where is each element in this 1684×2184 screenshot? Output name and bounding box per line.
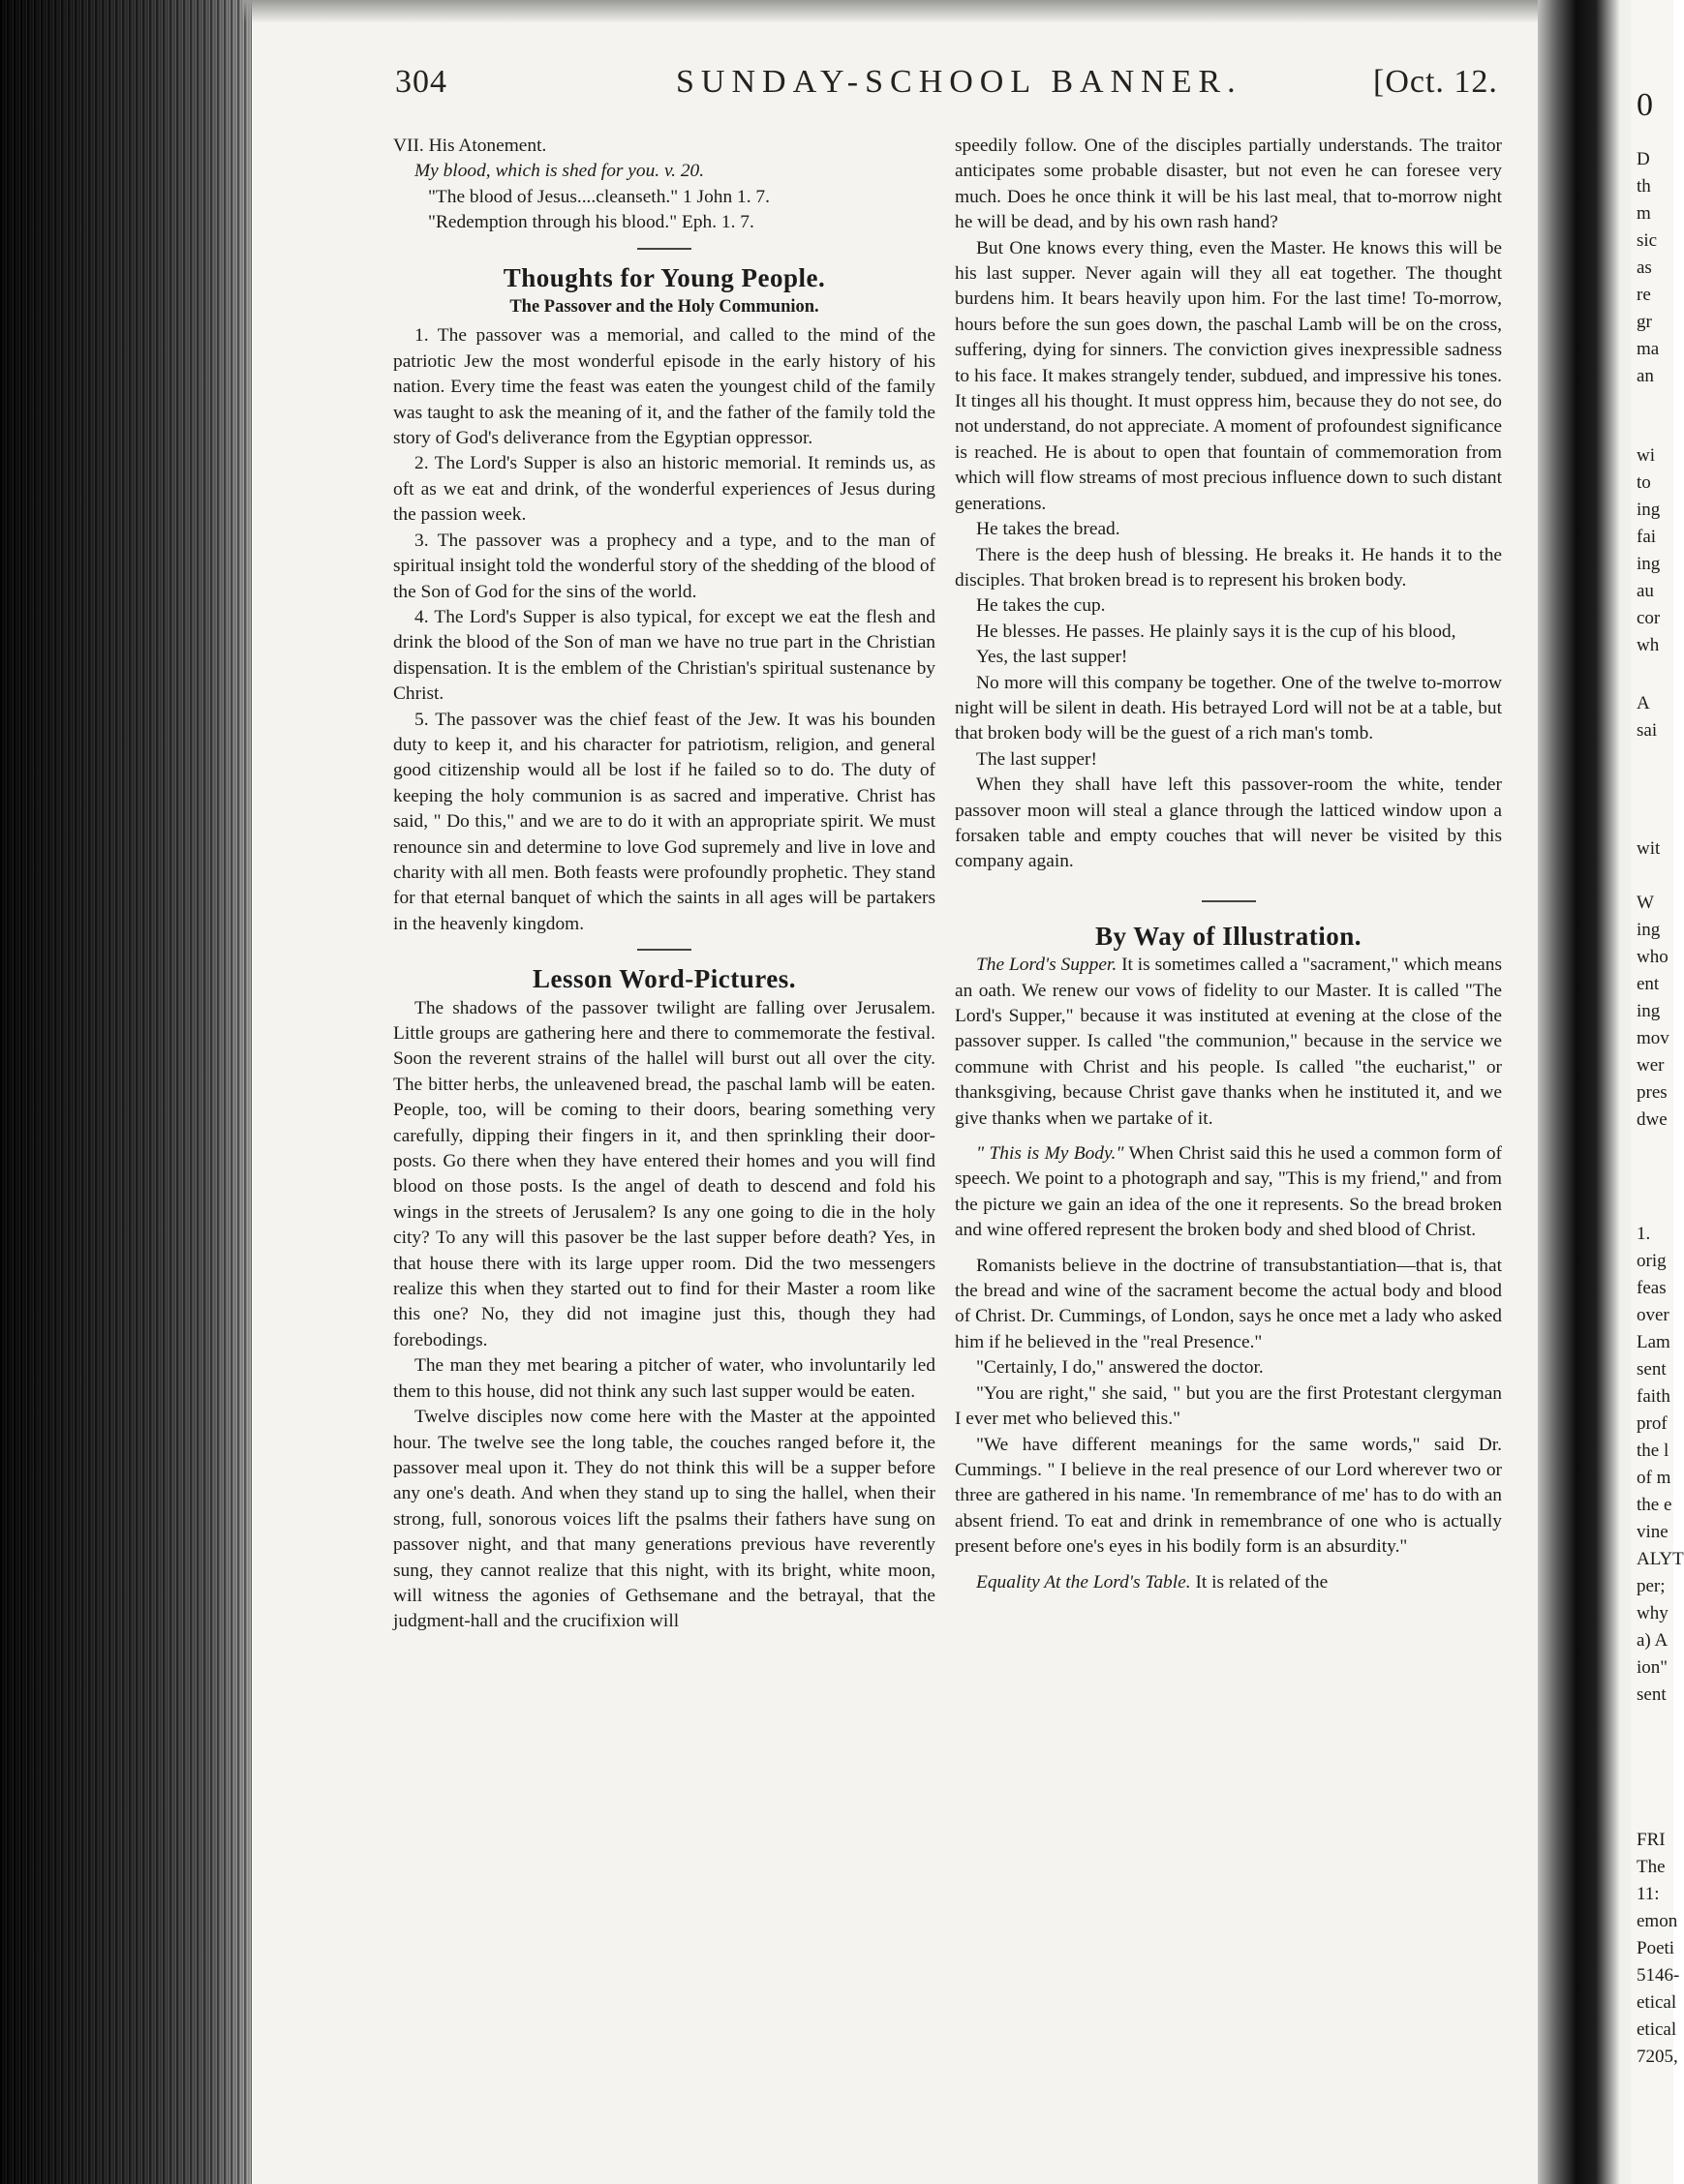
facing-page-fragment: 5146- [1637, 1965, 1680, 1986]
facing-page-fragment: 7205, [1637, 2047, 1678, 2067]
running-header [395, 64, 1644, 122]
facing-page-fragment: Lam [1637, 1332, 1670, 1352]
scripture-verse: My blood, which is shed for you. v. 20. [414, 161, 705, 182]
body-paragraph: He blesses. He passes. He plainly says it is the cup of his blood, [976, 621, 1456, 642]
facing-page-fragment: wit [1637, 838, 1661, 859]
section-divider [637, 949, 691, 951]
facing-page-fragment: ion" [1637, 1657, 1669, 1678]
facing-page-fragment: faith [1637, 1386, 1670, 1407]
article-title: Thoughts for Young People. [503, 262, 826, 292]
facing-page-fragment: wi [1637, 445, 1655, 466]
body-paragraph: No more will this company be together. One of the twelve to-morrow night will be silent in death. His betrayed Lord will not be at a table, but that broken body will be the guest of a rich man's tomb. [955, 672, 1502, 744]
facing-page-fragment: fai [1637, 527, 1657, 547]
section-heading: VII. His Atonement. [393, 136, 547, 156]
body-paragraph: He takes the bread. [976, 519, 1120, 540]
facing-page-fragment: W [1637, 893, 1654, 913]
facing-page-fragment: wer [1637, 1055, 1665, 1076]
facing-page-fragment: The [1637, 1857, 1666, 1877]
illustration-paragraph: Romanists believe in the doctrine of transubstantiation—that is, that the bread and wine of the sacrament become the actual body and blood of Christ. Dr. Cummings, of London, says he once met a lady who asked him if he believed in the "real Presence." [955, 1255, 1502, 1352]
facing-page-fragment: m [1637, 203, 1651, 224]
facing-page-fragment: ing [1637, 920, 1661, 940]
facing-page-fragment: to [1637, 472, 1651, 493]
facing-page-fragment: sic [1637, 230, 1658, 251]
body-paragraph: Yes, the last supper! [976, 647, 1128, 668]
facing-page-fragment: feas [1637, 1278, 1667, 1298]
body-paragraph: There is the deep hush of blessing. He breaks it. He hands it to the disciples. That broken bread is to represent his broken body. [955, 544, 1502, 591]
facing-page-fragment: an [1637, 366, 1654, 386]
journal-title: SUNDAY-SCHOOL BANNER. [676, 64, 1242, 100]
facing-page-fragment: the e [1637, 1495, 1672, 1515]
facing-page-fragment: re [1637, 285, 1651, 305]
numbered-paragraph: 2. The Lord's Supper is also an historic memorial. It reminds us, as oft as we eat and drink, of the wonderful experiences of Jesus during the passion week. [393, 453, 935, 526]
numbered-paragraph: 3. The passover was a prophecy and a type, and to the man of spiritual insight told the wonderful story of the shedding of the blood of the Son of God for the sins of the world. [393, 530, 935, 602]
illustration-paragraph: " This is My Body." When Christ said this he used a common form of speech. We point to a photograph and say, "This is my friend," and from the picture we gain an idea of the one it represents. So the bread broken and wine offered represent the broken body and shed blood of Christ. [955, 1143, 1502, 1241]
scripture-reference: "Redemption through his blood." Eph. 1. 7. [428, 212, 754, 233]
article-title: By Way of Illustration. [1094, 921, 1363, 951]
facing-page-fragment: ALYT [1637, 1549, 1684, 1569]
facing-page-fragment: gr [1637, 312, 1652, 332]
body-paragraph: The man they met bearing a pitcher of water, who involuntarily led them to this house, did not think any such last supper would be eaten. [393, 1355, 935, 1402]
facing-page-fragment: of m [1637, 1468, 1671, 1488]
facing-page-fragment: dwe [1637, 1109, 1668, 1130]
numbered-paragraph: 4. The Lord's Supper is also typical, for except we eat the flesh and drink the blood of the Son of man we have no true part in the Christian dispensation. It is the emblem of the Christian's spiritual sustenance by Christ. [393, 606, 935, 705]
body-paragraph: When they shall have left this passover-room the white, tender passover moon will steal a glance through the latticed window upon a forsaken table and empty couches that will never be visited by this company again. [955, 774, 1502, 872]
facing-page-fragment: sent [1637, 1359, 1667, 1380]
numbered-paragraph: 1. The passover was a memorial, and called to the mind of the patriotic Jew the most wonderful episode in the early history of his nation. Every time the feast was eaten the youngest child of the family was taught to ask the meaning of it, and the father of the family told the story of God's deliverance from the Egyptian oppressor. [393, 325, 935, 449]
facing-page-fragment: ent [1637, 974, 1660, 994]
left-page [250, 39, 1509, 2159]
left-column [393, 134, 935, 1635]
facing-page-fragment: emon [1637, 1911, 1678, 1931]
article-title: Lesson Word-Pictures. [532, 964, 796, 994]
facing-page-fragment: cor [1637, 608, 1661, 628]
illustration-paragraph: The Lord's Supper. It is sometimes called a "sacrament," which means an oath. We renew our vows of fidelity to our Master. It is called "The Lord's Supper," because it was instituted at evening at the close of the passover supper. Is called "the communion," because in the service we commune with Christ and his people. Is called "the eucharist," or thanksgiving, because Christ gave thanks when he instituted it, and we give thanks when we partake of it. [955, 955, 1503, 1129]
illustration-paragraph: "You are right," she said, " but you are the first Protestant clergyman I ever met who believed this." [955, 1382, 1502, 1430]
book-spine [0, 0, 252, 2184]
body-paragraph: speedily follow. One of the disciples partially understands. The traitor anticipates some probable disaster, but not even he can foresee very much. Does he once think it will be his last meal, that to-morrow night he will be dead, and by his own rash hand? [955, 136, 1502, 233]
facing-page-fragment: as [1637, 258, 1652, 278]
facing-page-fragment: per; [1637, 1576, 1666, 1596]
facing-page-fragment: prof [1637, 1413, 1668, 1434]
facing-page-fragment: etical [1637, 1992, 1677, 2013]
facing-page-fragment: 11: [1637, 1884, 1660, 1904]
facing-page-fragment: the l [1637, 1441, 1669, 1461]
facing-page-fragment: FRI [1637, 1830, 1666, 1850]
facing-page-fragment: orig [1637, 1251, 1667, 1271]
facing-page-fragment: ing [1637, 1001, 1661, 1021]
facing-page-fragment: who [1637, 947, 1669, 967]
facing-page-fragment: ing [1637, 500, 1661, 520]
page-top-shadow [242, 0, 1538, 23]
body-paragraph: He takes the cup. [976, 595, 1106, 617]
facing-page-fragment: etical [1637, 2019, 1677, 2040]
section-divider [1202, 900, 1256, 902]
facing-page-fragment: Poeti [1637, 1938, 1675, 1958]
facing-page-fragment: pres [1637, 1082, 1668, 1103]
facing-page-fragment: th [1637, 176, 1651, 197]
facing-page-fragment: au [1637, 581, 1654, 601]
facing-page-fragment: mov [1637, 1028, 1669, 1048]
facing-page-fragment: a) A [1637, 1630, 1669, 1651]
right-column [955, 134, 1502, 1595]
section-divider [637, 248, 691, 250]
body-paragraph: The last supper! [976, 748, 1097, 770]
facing-page-fragment: 1. [1637, 1224, 1651, 1244]
body-paragraph: But One knows every thing, even the Master. He knows this will be his last supper. Never again will they all eat together. The thought burdens him. It bears heavily upon him. For the last time! To-morrow, hours before the sun goes down, the paschal Lamb will be on the cross, suffering, dying for sinners. The conviction gives inexpressible sadness to his face. It makes strangely tender, subdued, and impressive his tones. It tinges all his thought. It must oppress him, because they do not see, do not understand, do not appreciate. A moment of profoundest significance is reached. He is about to open that fountain of commemoration from which will flow streams of most precious influence down to such distant generations. [955, 237, 1502, 514]
facing-page-fragment: vine [1637, 1522, 1669, 1542]
facing-page-fragment: ma [1637, 339, 1660, 359]
facing-page-fragment: ing [1637, 554, 1661, 574]
scripture-reference: "The blood of Jesus....cleanseth." 1 John 1. 7. [428, 186, 770, 207]
page-number: 304 [395, 64, 447, 100]
facing-page-fragment: over [1637, 1305, 1669, 1325]
facing-page-fragment: D [1637, 149, 1650, 169]
body-paragraph: Twelve disciples now come here with the Master at the appointed hour. The twelve see the long table, the couches ranged before it, the passover meal upon it. They do not think this will be a supper before any one's death. And when they stand up to sing the hallel, when their strong, full, sonorous voices lift the psalms their fathers have sung on passover night, and that many generations previous have reverently sung, they cannot realize that this night, with its bright, white moon, will witness the agonies of Gethsemane and the betrayal, that the judgment-hall and the crucifixion will [393, 1407, 935, 1632]
facing-page-fragment: wh [1637, 635, 1660, 655]
body-paragraph: The shadows of the passover twilight are falling over Jerusalem. Little groups are gathering here and there to commemorate the festival. Soon the reverent strains of the hallel will burst out all over the city. The bitter herbs, the unleavened bread, the paschal lamb will be eaten. People, too, will be coming to their doors, bearing something very carefully, dipping their fingers in it, and then sprinkling their door-posts. Go there when they have entered their homes and you will find blood on those posts. Is the angel of death to descend and fold his wings in the streets of Jerusalem? Is any one going to die in the holy city? To any will this pasover be the last supper before death? Yes, in that house there with its large upper room. Did the two messengers realize this when they started out to find for their Master a room like this one? No, they did not imagine just this, though they had forebodings. [393, 997, 935, 1350]
article-subtitle: The Passover and the Holy Communion. [509, 297, 819, 318]
facing-page-fragment: A [1637, 693, 1650, 713]
illustration-paragraph: Equality At the Lord's Table. It is related of the [976, 1571, 1329, 1592]
facing-page-fragment: sent [1637, 1684, 1667, 1705]
illustration-paragraph: "We have different meanings for the same words," said Dr. Cummings. " I believe in the real presence of our Lord wherever two or three are gathered in his name. 'In remembrance of me' has to do with an absent friend. To eat and drink in remembrance of one who is actually present before one's eyes in his bodily form is an absurdity." [955, 1434, 1502, 1558]
numbered-paragraph: 5. The passover was the chief feast of the Jew. It was his bounden duty to keep it, and his character for patriotism, religion, and general good citizenship would all be lost if he failed so to do. The duty of keeping the holy communion is as sacred and imperative. Christ has said, " Do this," and we are to do it with an appropriate spirit. We must renounce sin and determine to love God supremely and live in love and charity with all men. Both feasts were profoundly prophetic. They stand for that eternal banquet of which the saints in all ages will be partakers in the heavenly kingdom. [393, 709, 935, 934]
illustration-paragraph: "Certainly, I do," answered the doctor. [976, 1357, 1264, 1379]
facing-page-fragment: sai [1637, 720, 1658, 741]
issue-date: [Oct. 12. [1373, 64, 1498, 100]
facing-page-fragment: 0 [1637, 87, 1653, 123]
facing-page-fragment: why [1637, 1603, 1669, 1623]
